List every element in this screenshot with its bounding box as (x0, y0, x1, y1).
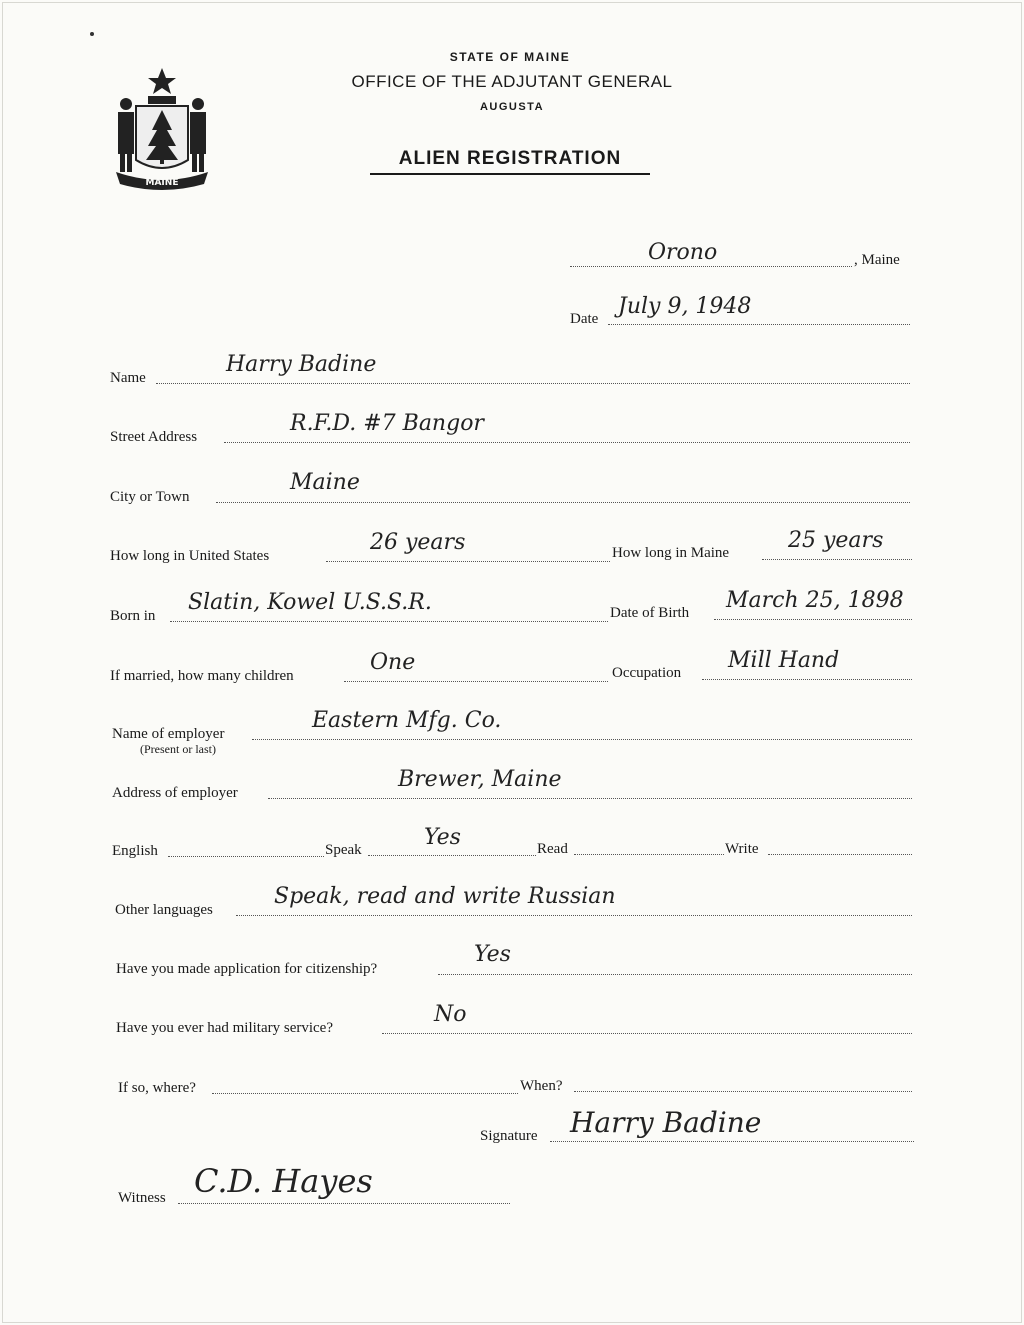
town-suffix: , Maine (854, 252, 900, 268)
other-languages-line (236, 915, 912, 916)
english-label: English (112, 843, 158, 859)
witness-value: C.D. Hayes (194, 1162, 373, 1200)
date-line (608, 324, 910, 325)
header-state: STATE OF MAINE (449, 50, 571, 64)
write-line (768, 854, 912, 855)
header-city: AUGUSTA (479, 101, 545, 113)
signature-label: Signature (480, 1128, 538, 1144)
speak-label: Speak (325, 842, 362, 858)
street-label: Street Address (110, 429, 198, 445)
where-line (212, 1093, 518, 1094)
born-in-label: Born in (110, 608, 156, 624)
maine-years-value: 25 years (788, 528, 884, 553)
speak-line (368, 855, 536, 856)
town-line (570, 266, 852, 267)
speak-value: Yes (424, 825, 461, 850)
citizenship-value: Yes (474, 942, 511, 967)
where-label: If so, where? (118, 1080, 196, 1096)
form-title: ALIEN REGISTRATION (370, 148, 650, 175)
military-value: No (434, 1002, 467, 1027)
us-years-label: How long in United States (110, 548, 270, 564)
maine-years-label: How long in Maine (612, 545, 730, 561)
employer-label: Name of employer (112, 726, 225, 742)
employer-sublabel: (Present or last) (140, 742, 216, 756)
employer-value: Eastern Mfg. Co. (312, 708, 502, 733)
employer-line (252, 739, 912, 740)
name-line (156, 383, 910, 384)
signature-line (550, 1141, 914, 1142)
us-years-line (326, 561, 610, 562)
children-line (344, 681, 608, 682)
witness-label: Witness (118, 1190, 166, 1206)
occupation-value: Mill Hand (728, 648, 840, 673)
stray-mark (90, 32, 94, 36)
employer-address-value: Brewer, Maine (398, 767, 562, 792)
name-value: Harry Badine (226, 352, 377, 377)
citizenship-label: Have you made application for citizenship? (116, 961, 378, 977)
date-label: Date (570, 311, 599, 327)
city-line (216, 502, 910, 503)
occupation-label: Occupation (612, 665, 682, 681)
city-label: City or Town (110, 489, 190, 505)
signature-value: Harry Badine (570, 1106, 762, 1139)
street-value: R.F.D. #7 Bangor (290, 411, 484, 436)
seal-text: MAINE (145, 178, 179, 188)
street-line (224, 442, 910, 443)
born-in-line (170, 621, 608, 622)
town-value: Orono (648, 240, 718, 265)
when-label: When? (520, 1078, 563, 1094)
dob-value: March 25, 1898 (726, 588, 904, 613)
citizenship-line (438, 974, 912, 975)
us-years-value: 26 years (370, 530, 466, 555)
date-value: July 9, 1948 (618, 294, 752, 319)
other-languages-label: Other languages (115, 902, 213, 918)
dob-label: Date of Birth (610, 605, 690, 621)
read-label: Read (537, 841, 568, 857)
dob-line (714, 619, 912, 620)
military-label: Have you ever had military service? (116, 1020, 333, 1036)
read-line (574, 854, 724, 855)
employer-address-label: Address of employer (112, 785, 238, 801)
children-value: One (370, 650, 416, 675)
other-languages-value: Speak, read and write Russian (274, 884, 616, 909)
witness-line (178, 1203, 510, 1204)
born-in-value: Slatin, Kowel U.S.S.R. (188, 590, 432, 615)
page-border (2, 2, 1022, 1323)
employer-address-line (268, 798, 912, 799)
when-line (574, 1091, 912, 1092)
maine-years-line (762, 559, 912, 560)
children-label: If married, how many children (110, 668, 294, 684)
military-line (382, 1033, 912, 1034)
english-line (168, 856, 324, 857)
city-value: Maine (290, 470, 360, 495)
name-label: Name (110, 370, 146, 386)
occupation-line (702, 679, 912, 680)
write-label: Write (725, 841, 759, 857)
header-office: OFFICE OF THE ADJUTANT GENERAL (351, 72, 673, 91)
